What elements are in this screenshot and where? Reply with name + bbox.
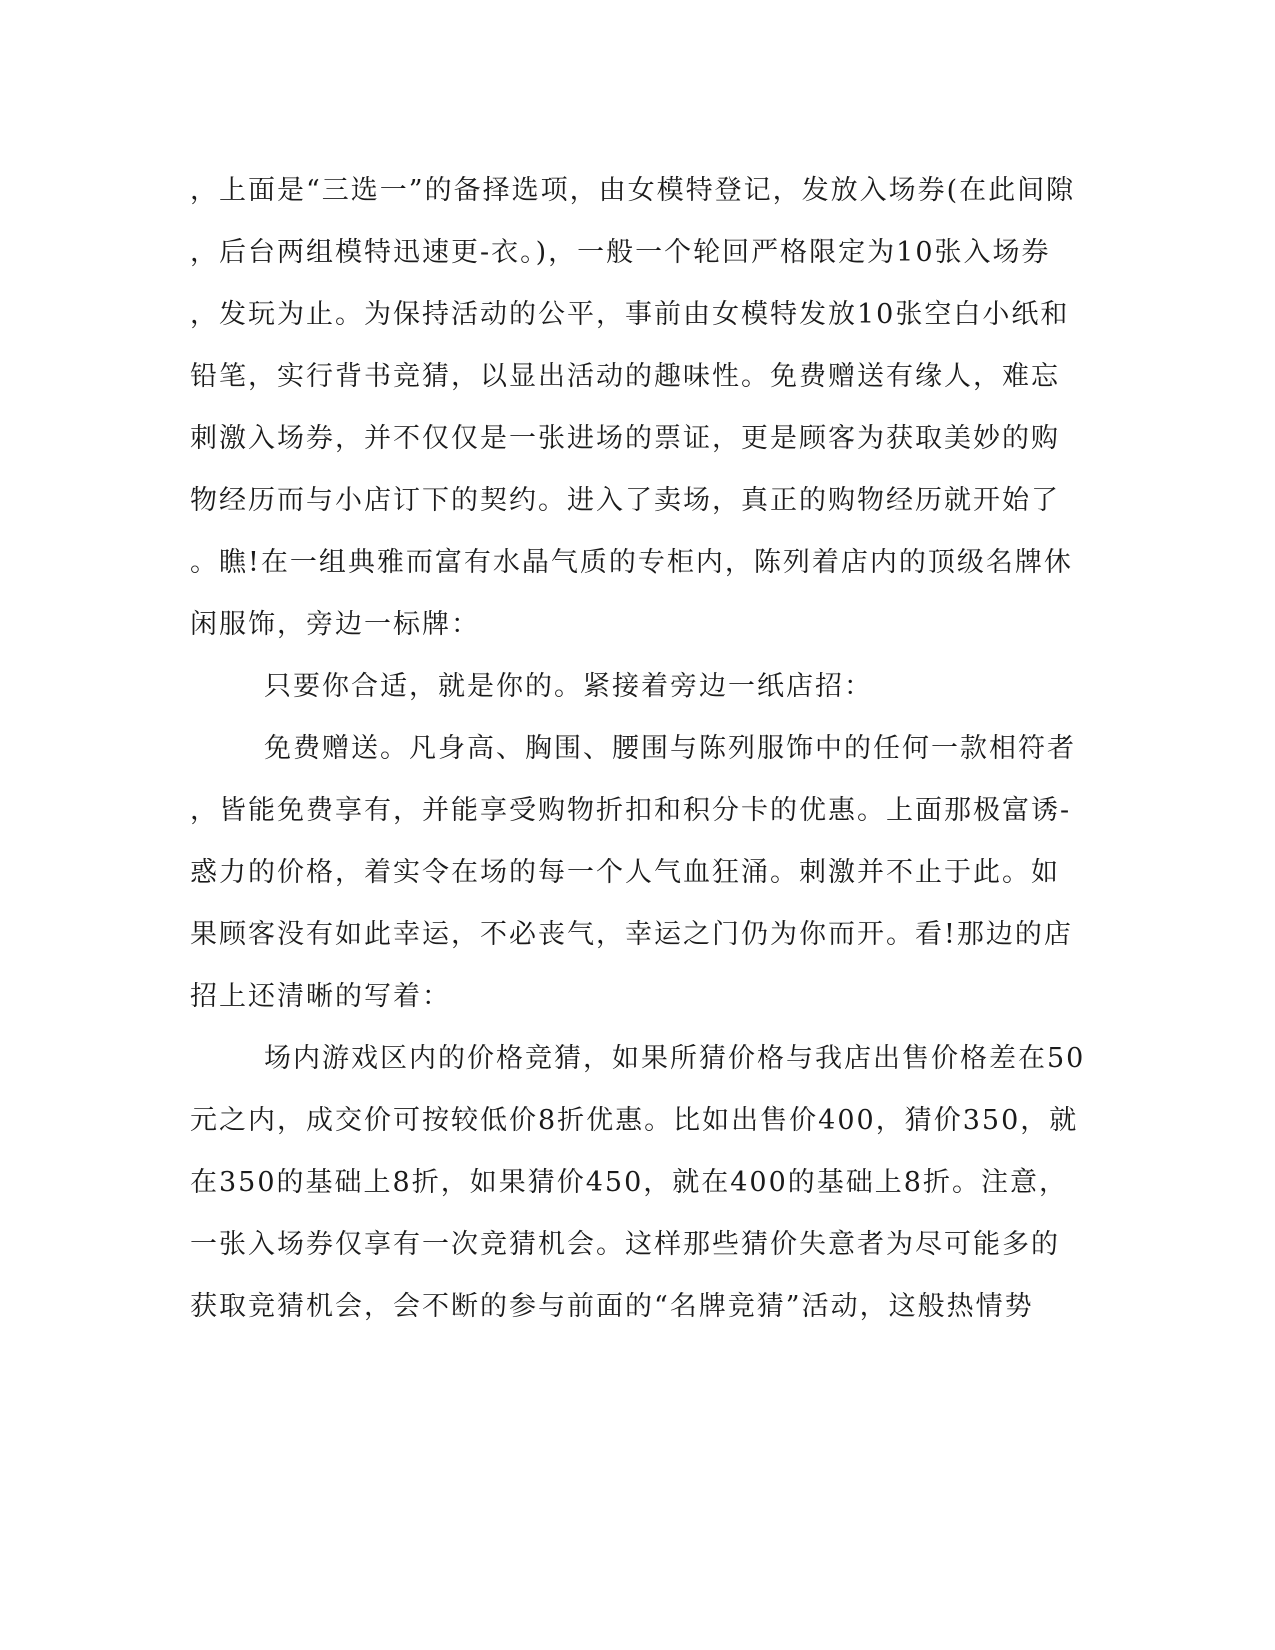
text-line: ，皆能免费享有，并能享受购物折扣和积分卡的优惠。上面那极富诱- (190, 795, 1072, 826)
text-line: 刺激入场券，并不仅仅是一张进场的票证，更是顾客为获取美妙的购 (190, 423, 1060, 454)
text-line: 闲服饰，旁边一标牌： (190, 609, 480, 640)
text-line: 招上还清晰的写着： (190, 981, 451, 1012)
text-line: 在350的基础上8折，如果猜价450，就在400的基础上8折。注意， (190, 1167, 1068, 1198)
text-line: 果顾客没有如此幸运，不必丧气，幸运之门仍为你而开。看!那边的店 (190, 919, 1073, 950)
paragraph-start-line: 免费赠送。凡身高、胸围、腰围与陈列服饰中的任何一款相符者 (264, 733, 1076, 764)
paragraph-start-line: 场内游戏区内的价格竞猜，如果所猜价格与我店出售价格差在50 (264, 1043, 1086, 1074)
text-line: 获取竞猜机会，会不断的参与前面的“名牌竞猜”活动，这般热情势 (190, 1291, 1034, 1322)
text-line: 。瞧!在一组典雅而富有水晶气质的专柜内，陈列着店内的顶级名牌休 (190, 547, 1073, 578)
text-line: ，发玩为止。为保持活动的公平，事前由女模特发放10张空白小纸和 (190, 299, 1070, 330)
text-line: ，后台两组模特迅速更-衣。)，一般一个轮回严格限定为10张入场券 (190, 237, 1051, 268)
text-line: 一张入场券仅享有一次竞猜机会。这样那些猜价失意者为尽可能多的 (190, 1229, 1060, 1260)
paragraph-start-line: 只要你合适，就是你的。紧接着旁边一纸店招： (264, 671, 873, 702)
text-line: 惑力的价格，着实令在场的每一个人气血狂涌。刺激并不止于此。如 (190, 857, 1060, 888)
text-line: 铅笔，实行背书竞猜，以显出活动的趣味性。免费赠送有缘人，难忘 (190, 361, 1060, 392)
text-line: ，上面是“三选一”的备择选项，由女模特登记，发放入场券(在此间隙 (190, 175, 1076, 206)
text-line: 物经历而与小店订下的契约。进入了卖场，真正的购物经历就开始了 (190, 485, 1060, 516)
text-line: 元之内，成交价可按较低价8折优惠。比如出售价400，猜价350，就 (190, 1105, 1079, 1136)
body-text (190, 160, 1090, 1338)
